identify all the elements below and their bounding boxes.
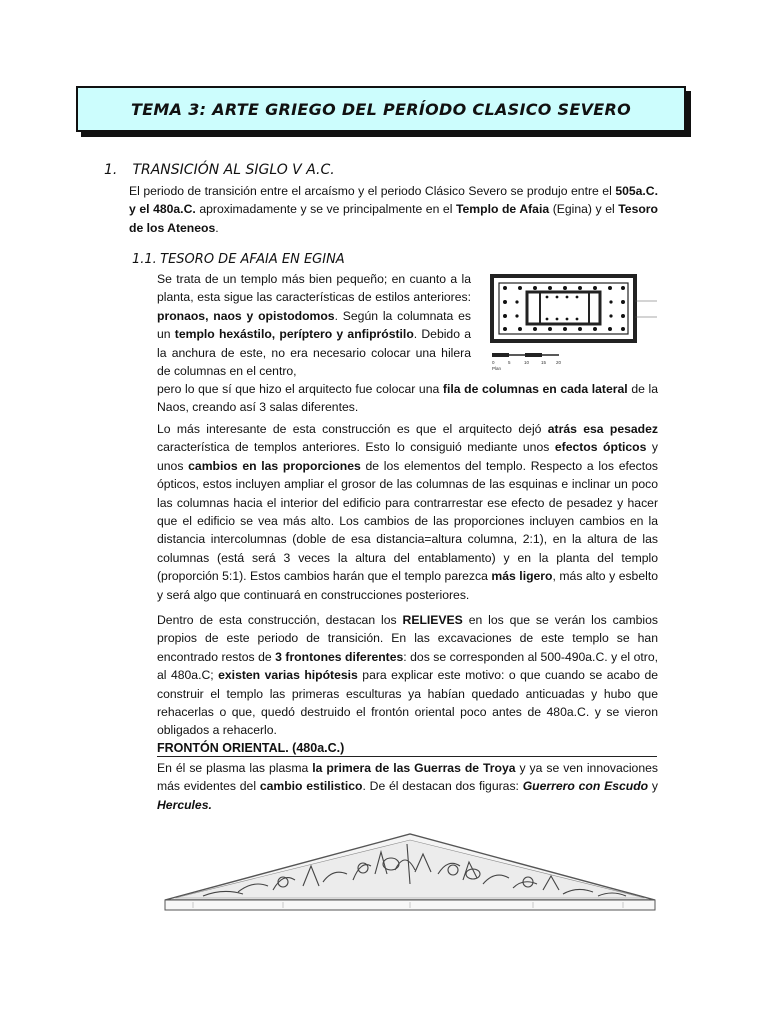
scale-label: 20: [556, 360, 562, 365]
intro-paragraph: El periodo de transición entre el arcaísmo y el periodo Clásico Severo se produjo entre el 505a.C. y el 480a.C. aproximadamente y se ve principalmente en el Templo de Afaia (Egina) y el Tesoro de los Ateneos.: [129, 184, 658, 235]
title-banner: [76, 86, 686, 132]
reliefs-paragraph: Dentro de esta construcción, destacan los RELIEVES en los que se verán los cambios propios de este periodo de transición. En las excavaciones de este templo se han encontrado restos de 3 frontones diferentes: dos se corresponden al 500-490a.C. y el otro, al 480a.C; existen varias hipótesis para explicar este motivo: o que cuando se acabo de construir el templo las primeras esculturas ya habían quedado anticuadas y hubo que rehacerlas o que, quedó destruido el frontón oriental poco antes de 480a.C. y se vieron obligados a rehacerlo.: [157, 613, 658, 738]
scale-label: 15: [541, 360, 547, 365]
pediment-paragraph: En él se plasma las plasma la primera de las Guerras de Troya y ya se ven innovaciones más evidentes del cambio estilistico. De él destacan dos figuras: Guerrero con Escudo y Hercules.: [157, 761, 658, 812]
subsection-number: 1.1.: [132, 252, 157, 267]
scale-label: Plan: [492, 366, 502, 371]
optical-effects-paragraph: Lo más interesante de esta construcción es que el arquitecto dejó atrás esa pesadez característica de templos anteriores. Esto lo consiguió mediante unos efectos ópticos y unos cambios en las proporciones de los elementos del templo. Respecto a los efectos ópticos, estos incluyen ampliar el grosor de las columnas de las esquinas e inclinar un poco las columnas hacia el interior del edificio para contrarrestar ese efecto de pesadez y hacer que el edificio se vea más alto. Los cambios de las proporciones incluyen cambios en la distancia intercolumnas (doble de esa distancia=altura columna, 2:1), en la altura de las columnas (está será 3 veces la altura del entablamento) y en la planta del templo (proporción 5:1). Estos cambios harán que el templo parezca más ligero, más alto y esbelto y será algo que continuará en construcciones posteriores.: [157, 422, 658, 602]
scale-label: 0: [492, 360, 495, 365]
subsection-heading: [132, 252, 345, 267]
page-title: TEMA 3: ARTE GRIEGO DEL PERÍODO CLASICO SEVERO: [130, 99, 632, 119]
pediment-heading: FRONTÓN ORIENTAL. (480a.C.): [157, 741, 657, 757]
section-title: TRANSICIÓN AL SIGLO V A.C.: [132, 162, 335, 178]
scale-label: 5: [508, 360, 511, 365]
section-heading: [104, 162, 335, 178]
subsection-title: TESORO DE AFAIA EN EGINA: [160, 252, 345, 267]
section-number: 1.: [104, 162, 118, 178]
scale-label: 10: [524, 360, 530, 365]
east-pediment-image: [163, 830, 657, 918]
temple-plan-image: [489, 273, 659, 373]
description-paragraph-end: pero lo que sí que hizo el arquitecto fue colocar una fila de columnas en cada lateral de la Naos, creando así 3 salas diferentes.: [157, 382, 658, 415]
description-paragraph: Se trata de un templo más bien pequeño; en cuanto a la planta, esta sigue las características de estilos anteriores: pronaos, naos y opistodomos. Según la columnata es un templo hexástilo, períptero y anfipróstilo. Debido a la anchura de este, no era necesario colocar una hilera de columnas en el centro,: [157, 272, 471, 379]
